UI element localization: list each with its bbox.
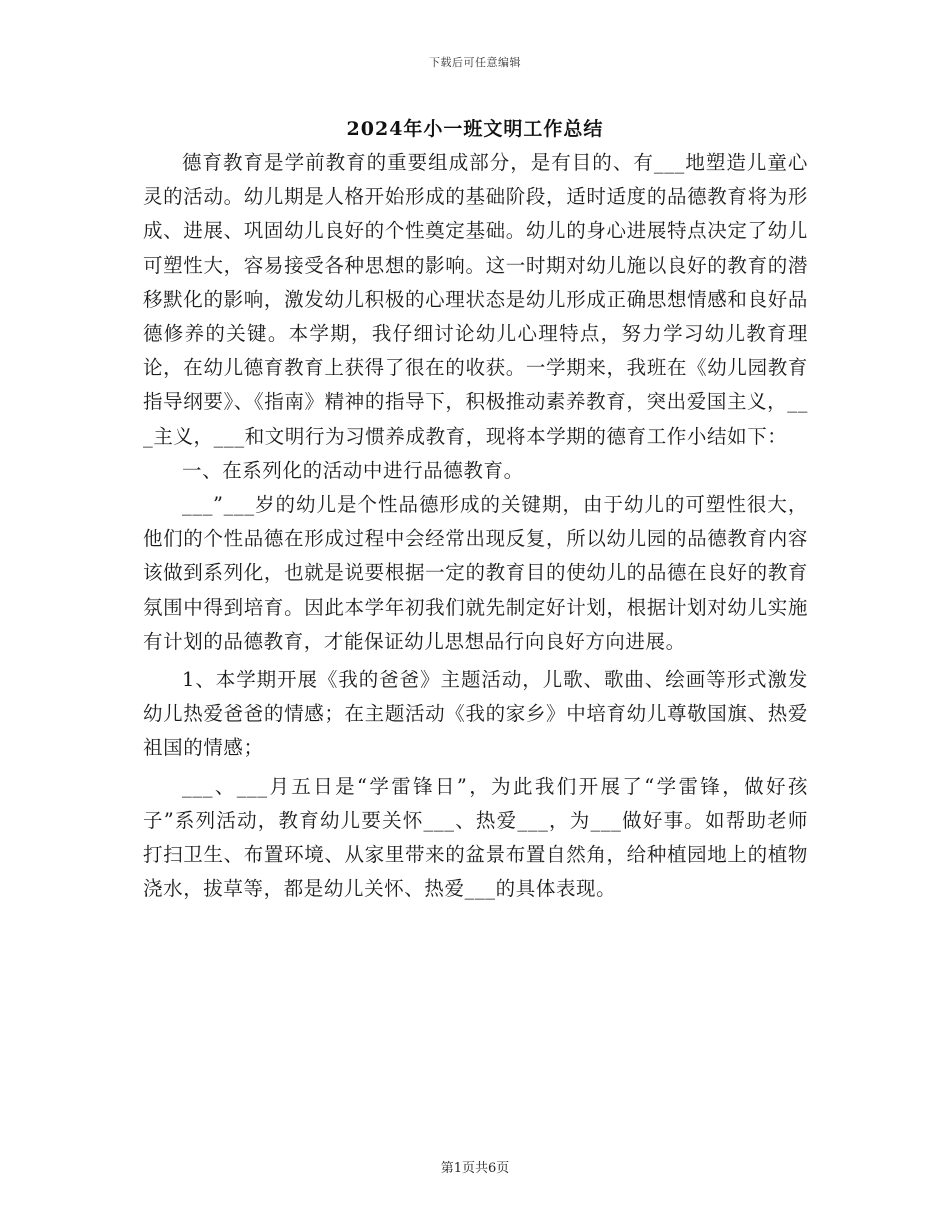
paragraph-item-1: 1、本学期开展《我的爸爸》主题活动，儿歌、歌曲、绘画等形式激发幼儿热爱爸爸的情感；在主题活动《我的家乡》中培育幼儿尊敬国旗、热爱祖国的情感； [143,668,808,760]
paragraph-intro: 德育教育是学前教育的重要组成部分，是有目的、有___地塑造儿童心灵的活动。幼儿期是人格开始形成的基础阶段，适时适度的品德教育将为形成、进展、巩固幼儿良好的个性奠定基础。幼儿的身心进展特点决定了幼儿可塑性大，容易接受各种思想的影响。这一时期对幼儿施以良好的教育的潜移默化的影响，激发幼儿积极的心理状态是幼儿形成正确思想情感和良好品德修养的关键。本学期，我仔细讨论幼儿心理特点，努力学习幼儿教育理论，在幼儿德育教育上获得了很在的收获。一学期来，我班在《幼儿园教育指导纲要》、《指南》精神的指导下，积极推动素养教育，突出爱国主义，___主义，___和文明行为习惯养成教育，现将本学期的德育工作小结如下： [143,151,808,448]
page-number: 第1页共6页 [440,1161,510,1176]
document-title: 2024年小一班文明工作总结 [346,118,604,140]
section-heading-1: 一、在系列化的活动中进行品德教育。 [182,458,524,482]
paragraph-item-2: ___、___月五日是“学雷锋日”，为此我们开展了“学雷锋，做好孩子”系列活动，教育幼儿要关怀___、热爱___，为___做好事。如帮助老师打扫卫生、布置环境、从家里带来的盆景布置自然角，给种植园地上的植物浇水，拔草等，都是幼儿关怀、热爱___的具体表现。 [143,774,808,901]
header-note: 下载后可任意编辑 [429,56,521,69]
paragraph-section-1: ___”___岁的幼儿是个性品德形成的关键期，由于幼儿的可塑性很大，他们的个性品德在形成过程中会经常出现反复，所以幼儿园的品德教育内容该做到系列化，也就是说要根据一定的教育目的使幼儿的品德在良好的教育氛围中得到培育。因此本学年初我们就先制定好计划，根据计划对幼儿实施有计划的品德教育，才能保证幼儿思想品行向良好方向进展。 [143,493,808,653]
document-body [143,146,808,906]
